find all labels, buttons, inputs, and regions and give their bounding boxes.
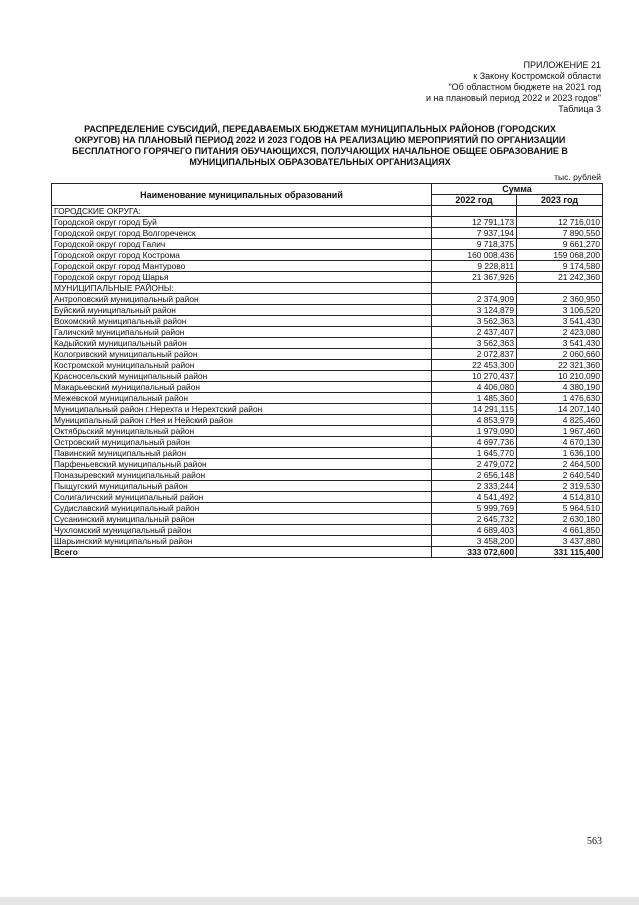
page-number: 563	[587, 836, 602, 847]
table-row	[52, 415, 603, 426]
column-header-2022: 2022 год	[432, 195, 517, 206]
table-row	[52, 525, 603, 536]
cell-2023: 2 640,540	[517, 470, 603, 481]
cell-name: Кологривский муниципальный район	[52, 349, 432, 360]
cell-name: Парфеньевский муниципальный район	[52, 459, 432, 470]
appendix-number: ПРИЛОЖЕНИЕ 21	[523, 60, 601, 70]
cell-name: Октябрьский муниципальный район	[52, 426, 432, 437]
cell-2023	[517, 206, 603, 217]
cell-name: Муниципальный район г.Нерехта и Нерехтский район	[52, 404, 432, 415]
cell-2023: 4 514,810	[517, 492, 603, 503]
title-line-4: МУНИЦИПАЛЬНЫХ ОБРАЗОВАТЕЛЬНЫХ ОРГАНИЗАЦИЯХ	[189, 157, 451, 167]
cell-name: Городской округ город Волгореченск	[52, 228, 432, 239]
table-row	[52, 239, 603, 250]
cell-2022: 14 291,115	[432, 404, 517, 415]
cell-2023: 7 890,550	[517, 228, 603, 239]
cell-2023: 1 967,460	[517, 426, 603, 437]
cell-2022: 1 645,770	[432, 448, 517, 459]
scan-edge	[0, 897, 639, 905]
cell-2022	[432, 283, 517, 294]
cell-2022: 4 689,403	[432, 525, 517, 536]
cell-name: Поназыревский муниципальный район	[52, 470, 432, 481]
cell-name: МУНИЦИПАЛЬНЫЕ РАЙОНЫ:	[52, 283, 432, 294]
cell-2022: 2 333,244	[432, 481, 517, 492]
cell-2022: 9 718,375	[432, 239, 517, 250]
table-row	[52, 327, 603, 338]
cell-name: Муниципальный район г.Нея и Нейский район	[52, 415, 432, 426]
table-row	[52, 316, 603, 327]
cell-2022: 3 124,879	[432, 305, 517, 316]
table-row	[52, 481, 603, 492]
total-label: Всего	[52, 547, 432, 558]
cell-name: Буйский муниципальный район	[52, 305, 432, 316]
cell-name: Городской округ город Шарья	[52, 272, 432, 283]
title-line-2: ОКРУГОВ) НА ПЛАНОВЫЙ ПЕРИОД 2022 И 2023 ГОДОВ НА РЕАЛИЗАЦИЮ МЕРОПРИЯТИЙ ПО ОРГАНИЗАЦИИ	[74, 135, 566, 145]
cell-2022: 21 367,926	[432, 272, 517, 283]
cell-2022: 1 485,360	[432, 393, 517, 404]
appendix-table-number: Таблица 3	[558, 104, 601, 114]
cell-2023: 4 825,460	[517, 415, 603, 426]
cell-name: Городской округ город Буй	[52, 217, 432, 228]
cell-2023: 21 242,360	[517, 272, 603, 283]
total-2023: 331 115,400	[517, 547, 603, 558]
cell-name: Городской округ город Кострома	[52, 250, 432, 261]
cell-name: Городской округ город Мантурово	[52, 261, 432, 272]
cell-2023: 3 541,430	[517, 338, 603, 349]
table-row	[52, 272, 603, 283]
table-row	[52, 371, 603, 382]
cell-2023: 4 670,130	[517, 437, 603, 448]
cell-2023: 5 964,510	[517, 503, 603, 514]
cell-2023: 159 068,200	[517, 250, 603, 261]
cell-2023: 3 437,880	[517, 536, 603, 547]
cell-2022: 2 479,072	[432, 459, 517, 470]
document-title	[50, 124, 590, 168]
cell-2022: 2 645,732	[432, 514, 517, 525]
title-line-3: БЕСПЛАТНОГО ГОРЯЧЕГО ПИТАНИЯ ОБУЧАЮЩИХСЯ, ПОЛУЧАЮЩИХ НАЧАЛЬНОЕ ОБЩЕЕ ОБРАЗОВАНИЕ В	[72, 146, 568, 156]
table-row	[52, 261, 603, 272]
unit-label: тыс. рублей	[554, 172, 601, 182]
cell-name: Чухломский муниципальный район	[52, 525, 432, 536]
cell-2022: 3 458,200	[432, 536, 517, 547]
table-row	[52, 448, 603, 459]
table-row	[52, 503, 603, 514]
title-line-1: РАСПРЕДЕЛЕНИЕ СУБСИДИЙ, ПЕРЕДАВАЕМЫХ БЮДЖЕТАМ МУНИЦИПАЛЬНЫХ РАЙОНОВ (ГОРОДСКИХ	[84, 124, 556, 134]
table-row	[52, 349, 603, 360]
cell-2023: 3 541,430	[517, 316, 603, 327]
table-row	[52, 470, 603, 481]
cell-2023: 4 380,190	[517, 382, 603, 393]
cell-2022: 1 979,090	[432, 426, 517, 437]
cell-name: Судиславский муниципальный район	[52, 503, 432, 514]
cell-2023	[517, 283, 603, 294]
cell-name: Галичский муниципальный район	[52, 327, 432, 338]
table-row	[52, 514, 603, 525]
cell-2023: 9 174,580	[517, 261, 603, 272]
cell-2022: 5 999,769	[432, 503, 517, 514]
cell-name: Павинский муниципальный район	[52, 448, 432, 459]
table-row	[52, 305, 603, 316]
cell-name: Островский муниципальный район	[52, 437, 432, 448]
cell-2023: 2 464,500	[517, 459, 603, 470]
cell-name: Вохомский муниципальный район	[52, 316, 432, 327]
table-row	[52, 228, 603, 239]
cell-name: Красносельский муниципальный район	[52, 371, 432, 382]
table-row	[52, 426, 603, 437]
table-row	[52, 360, 603, 371]
cell-2023: 2 319,530	[517, 481, 603, 492]
table-row	[52, 393, 603, 404]
cell-name: Солигаличский муниципальный район	[52, 492, 432, 503]
table-row	[52, 250, 603, 261]
cell-2022: 12 791,173	[432, 217, 517, 228]
cell-2023: 14 207,140	[517, 404, 603, 415]
appendix-reference	[426, 60, 601, 115]
cell-2023: 12 716,010	[517, 217, 603, 228]
cell-2022: 2 656,148	[432, 470, 517, 481]
cell-2022: 7 937,194	[432, 228, 517, 239]
cell-name: Макарьевский муниципальный район	[52, 382, 432, 393]
cell-2023: 3 106,520	[517, 305, 603, 316]
table-row	[52, 294, 603, 305]
appendix-law-period: и на плановый период 2022 и 2023 годов"	[425, 93, 601, 103]
table-row	[52, 536, 603, 547]
cell-2022: 2 437,407	[432, 327, 517, 338]
cell-2022	[432, 206, 517, 217]
cell-name: Кадыйский муниципальный район	[52, 338, 432, 349]
column-header-2023: 2023 год	[517, 195, 603, 206]
cell-2022: 9 228,811	[432, 261, 517, 272]
cell-2022: 2 374,909	[432, 294, 517, 305]
total-2022: 333 072,600	[432, 547, 517, 558]
cell-2022: 4 406,080	[432, 382, 517, 393]
cell-2023: 2 360,950	[517, 294, 603, 305]
cell-name: Сусанинский муниципальный район	[52, 514, 432, 525]
cell-2022: 4 541,492	[432, 492, 517, 503]
cell-2023: 1 636,100	[517, 448, 603, 459]
cell-2023: 10 210,090	[517, 371, 603, 382]
cell-2022: 4 697,736	[432, 437, 517, 448]
table-row	[52, 437, 603, 448]
column-header-name: Наименование муниципальных образований	[52, 184, 432, 206]
cell-name: Шарьинский муниципальный район	[52, 536, 432, 547]
cell-2023: 9 661,270	[517, 239, 603, 250]
cell-2023: 1 476,630	[517, 393, 603, 404]
cell-2023: 2 423,080	[517, 327, 603, 338]
cell-2022: 160 008,436	[432, 250, 517, 261]
cell-2022: 22 453,300	[432, 360, 517, 371]
table-row	[52, 338, 603, 349]
cell-name: Межевской муниципальный район	[52, 393, 432, 404]
appendix-law-title: "Об областном бюджете на 2021 год	[448, 82, 601, 92]
cell-2022: 2 072,837	[432, 349, 517, 360]
cell-2023: 2 630,180	[517, 514, 603, 525]
table-total-row	[52, 547, 603, 558]
cell-2023: 4 661,850	[517, 525, 603, 536]
table-row	[52, 459, 603, 470]
cell-2023: 2 060,660	[517, 349, 603, 360]
column-header-sum: Сумма	[432, 184, 603, 195]
subsidy-table	[51, 183, 603, 558]
cell-2022: 4 853,979	[432, 415, 517, 426]
cell-name: Антроповский муниципальный район	[52, 294, 432, 305]
cell-name: ГОРОДСКИЕ ОКРУГА:	[52, 206, 432, 217]
cell-name: Костромской муниципальный район	[52, 360, 432, 371]
table-row	[52, 217, 603, 228]
table-row	[52, 492, 603, 503]
table-row	[52, 382, 603, 393]
cell-name: Городской округ город Галич	[52, 239, 432, 250]
table-body	[52, 206, 603, 558]
cell-2022: 3 562,363	[432, 338, 517, 349]
cell-name: Пыщугский муниципальный район	[52, 481, 432, 492]
cell-2023: 22 321,360	[517, 360, 603, 371]
cell-2022: 3 562,363	[432, 316, 517, 327]
cell-2022: 10 270,437	[432, 371, 517, 382]
appendix-law: к Закону Костромской области	[473, 71, 601, 81]
table-row	[52, 283, 603, 294]
table-row	[52, 404, 603, 415]
table-row	[52, 206, 603, 217]
